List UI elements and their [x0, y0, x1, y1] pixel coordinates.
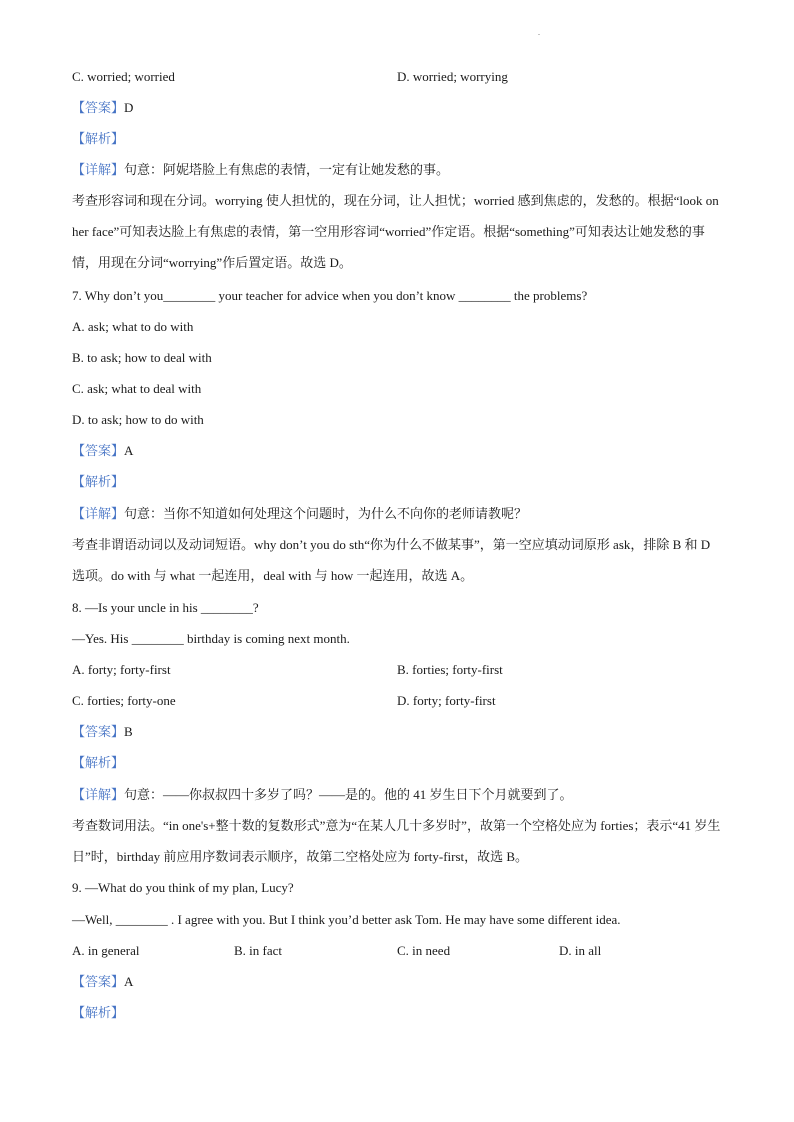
- q7-option-b: B. to ask; how to deal with: [72, 350, 212, 365]
- q9-analysis-tag: 【解析】: [72, 1005, 125, 1020]
- detail-tag: 【详解】: [72, 506, 125, 521]
- detail-text: 句意：阿妮塔脸上有焦虑的表情，一定有让她发愁的事。: [124, 162, 450, 177]
- q8-detail-line: [72, 787, 573, 803]
- q8-answer: [72, 724, 133, 740]
- answer-value: D: [124, 100, 134, 115]
- q6-option-c: C. worried; worried: [72, 69, 175, 84]
- q8-analysis-tag: 【解析】: [72, 755, 125, 770]
- q8-option-c: C. forties; forty-one: [72, 693, 176, 708]
- q7-detail-line: [72, 506, 527, 522]
- q9-stem-line2: —Well, ________ . I agree with you. But I think you’d better ask Tom. He may have some different idea.: [72, 912, 621, 927]
- q8-stem-line2: —Yes. His ________ birthday is coming next month.: [72, 631, 350, 646]
- detail-text: 句意：——你叔叔四十多岁了吗？——是的。他的 41 岁生日下个月就要到了。: [124, 787, 573, 802]
- q9-option-a: A. in general: [72, 943, 140, 958]
- q9-option-d: D. in all: [559, 943, 602, 958]
- answer-tag: 【答案】: [72, 974, 125, 989]
- q9-option-b: B. in fact: [234, 943, 283, 958]
- q7-answer: [72, 443, 133, 459]
- answer-value: B: [124, 724, 133, 739]
- answer-tag: 【答案】: [72, 100, 125, 115]
- q7-analysis-tag: 【解析】: [72, 474, 125, 489]
- q9-option-c: C. in need: [397, 943, 451, 958]
- q6-option-d: D. worried; worrying: [397, 69, 508, 84]
- q7-stem: 7. Why don’t you________ your teacher for advice when you don’t know ________ the problems?: [72, 288, 588, 303]
- detail-text: 句意：当你不知道如何处理这个问题时，为什么不向你的老师请教呢？: [124, 506, 528, 521]
- q8-option-b: B. forties; forty-first: [397, 662, 503, 677]
- q6-analysis-tag: 【解析】: [72, 131, 125, 146]
- answer-value: A: [124, 443, 134, 458]
- q8-detail-paragraph: 考查数词用法。“in one's+整十数的复数形式”意为“在某人几十多岁时”，故第一个空格处应为 forties；表示“41 岁生日”时，birthday 前应用序数词表示顺序，故第二空格处应为 forty-first，故选 B。: [72, 818, 721, 864]
- q8-option-a: A. forty; forty-first: [72, 662, 171, 677]
- q7-option-c: C. ask; what to deal with: [72, 381, 202, 396]
- q9-stem-line1: 9. —What do you think of my plan, Lucy?: [72, 880, 294, 895]
- q7-option-d: D. to ask; how to do with: [72, 412, 204, 427]
- answer-value: A: [124, 974, 134, 989]
- answer-tag: 【答案】: [72, 724, 125, 739]
- q7-option-a: A. ask; what to do with: [72, 319, 194, 334]
- q6-answer: [72, 100, 133, 116]
- q9-answer: [72, 974, 133, 990]
- q8-stem-line1: 8. —Is your uncle in his ________?: [72, 600, 259, 615]
- header-dot: .: [538, 28, 540, 37]
- detail-tag: 【详解】: [72, 787, 125, 802]
- q6-detail-line: [72, 162, 449, 178]
- q8-option-d: D. forty; forty-first: [397, 693, 496, 708]
- q6-detail-paragraph: 考查形容词和现在分词。worrying 使人担忧的，现在分词，让人担忧；worried 感到焦虑的，发愁的。根据“look on her face”可知表达脸上有焦虑的表情，第一空用形容词“worried”作定语。根据“something”可知表达让她发愁的事情，用现在分词“worrying”作后置定语。故选 D。: [72, 193, 719, 270]
- q7-detail-paragraph: 考查非谓语动词以及动词短语。why don’t you do sth“你为什么不做某事”，第一空应填动词原形 ask，排除 B 和 D 选项。do with 与 what 一起连用，deal with 与 how 一起连用，故选 A。: [72, 537, 711, 583]
- answer-tag: 【答案】: [72, 443, 125, 458]
- detail-tag: 【详解】: [72, 162, 125, 177]
